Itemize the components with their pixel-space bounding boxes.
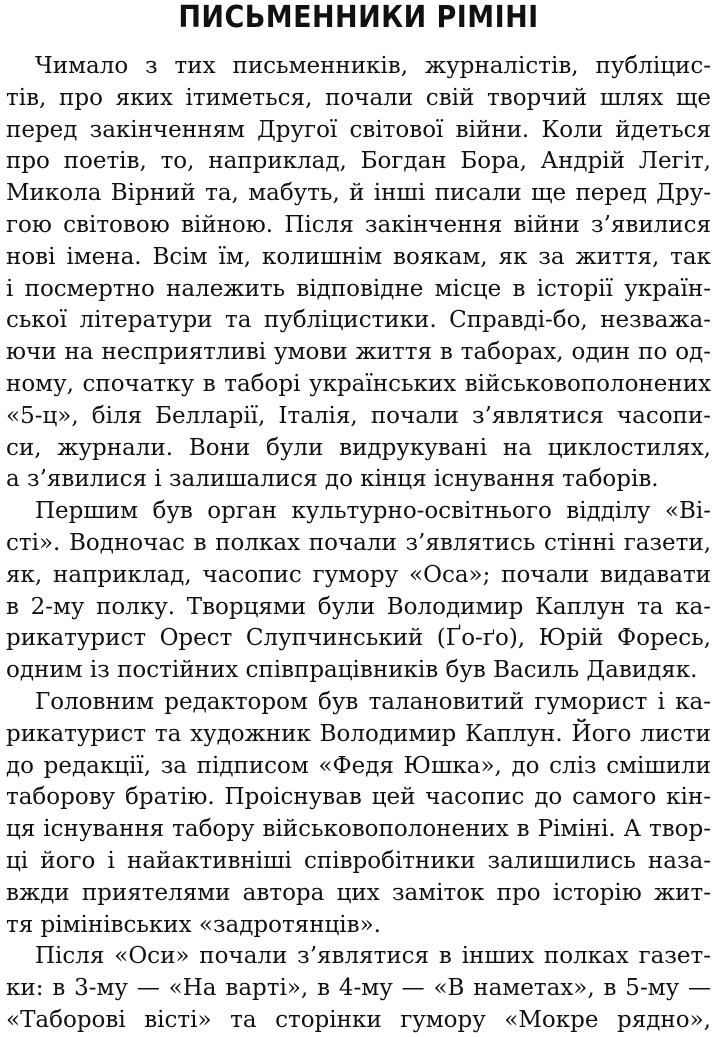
text-line: тя рімінівських «задротянців».: [6, 911, 381, 938]
text-line: Микола Вірний та, мабуть, й інші писали ще перед Дру-: [6, 180, 711, 207]
page-title: ПИСЬМЕННИКИ РІМІНІ: [178, 0, 539, 35]
text-line: нові імена. Всім їм, колишнім воякам, як за життя, так: [6, 243, 711, 270]
text-line: таборову братію. Проіснував цей часопис до самого кін-: [6, 784, 711, 811]
text-line: Чимало з тих письменників, журналістів, публіцис-: [35, 53, 711, 79]
text-line: «Таборові вісті» та сторінки гумору «Мокре рядно»,: [6, 1006, 711, 1033]
text-line: «5-ц», біля Белларії, Італія, почали з’являтися часопи-: [6, 402, 711, 429]
text-line: рикатурист Орест Слупчинський (Ґо-ґо), Юрій Форесь,: [6, 625, 711, 652]
text-line: Першим був орган культурно-освітнього відділу «Ві-: [35, 498, 711, 525]
text-line: і посмертно належить відповідне місце в історії україн-: [6, 275, 711, 302]
text-line: в 2-му полку. Творцями були Володимир Каплун та ка-: [6, 593, 711, 620]
text-line: си, журнали. Вони були видрукувані на циклостилях,: [6, 434, 711, 461]
text-line: ки: в 3-му — «На варті», в 4-му — «В наметах», в 5-му —: [6, 975, 711, 1002]
text-line: до редакції, за підписом «Федя Юшка», до сліз смішили: [6, 752, 711, 779]
text-line: як, наприклад, часопис гумору «Оса»; почали видавати: [6, 561, 711, 588]
text-line: тів, про яких ітиметься, почали свій творчий шлях ще: [6, 84, 711, 111]
text-line: ської літератури та публіцистики. Справді-бо, незважа-: [6, 307, 711, 334]
text-line: ця існування табору військовополонених в Ріміні. А твор-: [6, 816, 711, 843]
text-line: ючи на несприятливі умови життя в таборах, один по од-: [6, 339, 711, 366]
text-line: про поетів, то, наприклад, Богдан Бора, Андрій Легіт,: [6, 148, 711, 175]
text-line: рикатурист та художник Володимир Каплун. Його листи: [6, 720, 711, 747]
text-line: сті». Водночас в полках почали з’являтись стінні газети,: [6, 529, 711, 556]
text-line: вжди приятелями автора цих заміток про історію жит-: [6, 879, 711, 906]
body-text: [6, 51, 711, 1037]
text-line: Головним редактором був талановитий гуморист і ка-: [35, 688, 711, 715]
text-line: а з’явилися і залишалися до кінця існування таборів.: [6, 466, 659, 493]
text-line: одним із постійних співпрацівників був Василь Давидяк.: [6, 657, 698, 684]
text-line: ному, спочатку в таборі українських військовополонених: [6, 370, 711, 397]
text-line: ці його і найактивніші співробітники залишились наза-: [6, 847, 711, 874]
text-line: перед закінченням Другої світової війни. Коли йдеться: [6, 116, 711, 143]
text-line: гою світовою війною. Після закінчення війни з’явилися: [6, 211, 711, 238]
text-line: Після «Оси» почали з’являтися в інших полках газет-: [35, 943, 711, 970]
